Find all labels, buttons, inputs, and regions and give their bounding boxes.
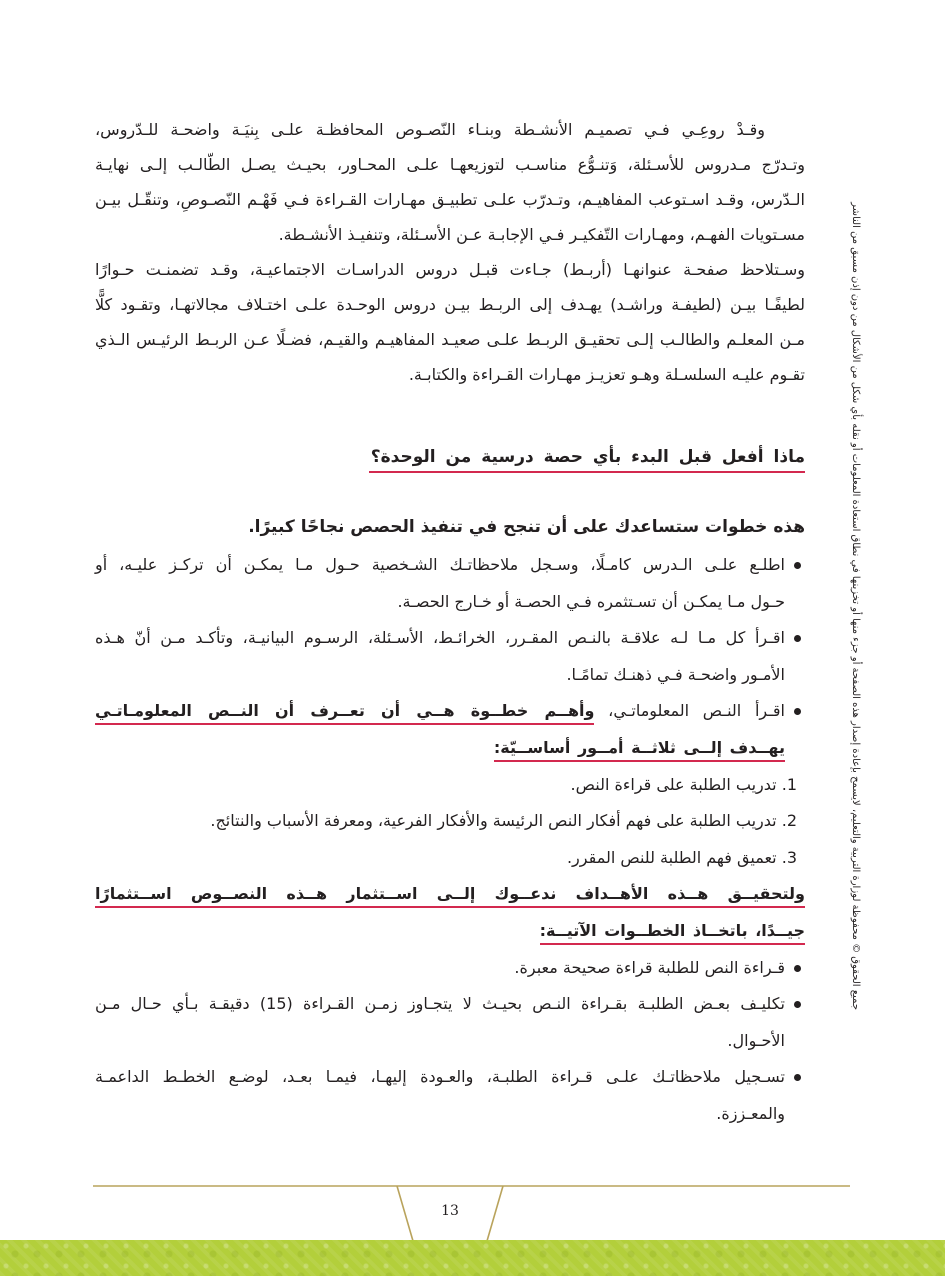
goal-item: [95, 767, 805, 804]
question-heading: ماذا أفعل قبل البدء بأي حصة درسية من الوحدة؟: [369, 443, 805, 473]
investment-heading-text: ولتحقيــق هــذه الأهــداف ندعــوك إلــى اســتثمار هــذه النصــوص اســتثمارًا: [95, 884, 805, 908]
goal-number: 1.: [781, 774, 797, 794]
footer-tab-right-edge: [487, 1186, 503, 1241]
step-line: حـول مـا يمكـن أن تسـتثمره فـي الحصـة أو خـارج الحصـة.: [397, 591, 785, 611]
preparation-step: [95, 693, 805, 766]
copyright-notice: جميع الحقوق © محفوظة لوزارة التربية والتعليم، لايسمح بإعادة إصدار هذه الصفحة أو جزء منها أو تخزينها في نطاق استعادة المعلومات أو نقله بأي شكل من الأشكال من دون إذن مسبق من الناشر: [850, 202, 861, 1010]
emphasized-text: وأهــم خطــوة هــي أن تعــرف أن النــص المعلومـاتـي: [95, 701, 594, 725]
bullet-icon: [794, 1001, 801, 1008]
bullet-icon: [794, 562, 801, 569]
investment-heading-line: [95, 913, 805, 950]
intro-paragraph-1: [95, 112, 805, 252]
question-heading-row: [95, 443, 805, 473]
bullet-icon: [794, 1074, 801, 1081]
intro-section: [95, 112, 805, 392]
step-line: اطلـع علـى الـدرس كامـلًا، وسـجل ملاحظاتـك الشـخصية حـول مـا يمكـن أن تركـز عليـه، أو: [95, 555, 785, 574]
intro-paragraph-2: [95, 252, 805, 392]
goal-item: [95, 803, 805, 840]
bullet-icon: [794, 635, 801, 642]
step-line: [95, 693, 785, 730]
step-line: [95, 730, 785, 767]
paragraph-line: الـدّرس، وقـد اسـتوعب المفاهيـم، وتـدرّب علـى تطبيـق مهـارات القـراءة فـي فَهْـم النّصـوصِ، وتنقّـل بيـن: [95, 190, 805, 209]
preparation-step: [95, 620, 805, 693]
step-line: تكليـف بعـض الطلبـة بقـراءة النـص بحيـث لا يتجـاوز زمـن القـراءة (15) دقيقـة بـأي حـال مـن: [95, 994, 785, 1014]
step-line: الأمـور واضحـة فـي ذهنـك تمامًـا.: [566, 664, 785, 684]
paragraph-line: تقـوم عليـه السلسـلة وهـو تعزيـز مهـارات القـراءة والكتابـة.: [408, 365, 805, 384]
paragraph-line: مسـتويات الفهـم، ومهـارات التّفكيـر فـي الإجابـة عـن الأسـئلة، وتنفيـذ الأنشـطة.: [278, 225, 805, 244]
paragraph-line: لطيفًـا بيـن (لطيفـة وراشـد) يهـدف إلى الربـط بيـن دروس الوحـدة علـى اختـلاف مجالاتهـا، وتقـود كلًّا: [95, 295, 805, 314]
footer-tab-left-edge: [397, 1186, 413, 1241]
investment-step: [95, 986, 805, 1059]
goal-text: تدريب الطلبة على قراءة النص.: [570, 774, 777, 794]
paragraph-line: مـن المعلـم والطالـب إلـى تحقيـق الربـط علـى صعيـد المفاهيـم والقيـم، فضـلًا عـن الربـط الرئيـس الـذي: [95, 330, 805, 349]
goal-number: 2.: [781, 811, 797, 831]
step-lead-text: اقـرأ النـص المعلوماتـي،: [608, 701, 785, 721]
step-line: تسـجيل ملاحظاتـك علـى قـراءة الطلبـة، والعـودة إليهـا، فيمـا بعـد، لوضـع الخطـط الداعمـة: [95, 1067, 785, 1087]
footer-pattern-band: [0, 1240, 945, 1276]
paragraph-line: وتـدرّج مـدروس للأسـئلة، وَتنـوُّع مناسـب لتوزيعهـا علـى المحـاور، بحيـث يصـل الطّالـب إلـى نهايـة: [95, 155, 805, 174]
preparation-step: [95, 547, 805, 620]
investment-heading-text: جيــدًا، باتخــاذ الخطــوات الآتيــة:: [540, 921, 805, 945]
goal-text: تدريب الطلبة على فهم أفكار النص الرئيسة والأفكار الفرعية، ومعرفة الأسباب والنتائج.: [210, 811, 777, 831]
step-line: اقـرأ كل مـا لـه علاقـة بالنـص المقـرر، الخرائـط، الأسـئلة، الرسـوم البيانيـة، وتأكـد مـن أنّ هـذه: [95, 628, 785, 648]
bullet-icon: [794, 965, 801, 972]
paragraph-line: وسـتلاحظ صفحـة عنوانهـا (أربـط) جـاءت قبـل دروس الدراسـات الاجتماعيـة، وقـد تضمنـت حـوارًا: [95, 260, 805, 279]
goal-item: [95, 840, 805, 877]
investment-step: [95, 1059, 805, 1132]
page-number: 13: [441, 1203, 459, 1219]
emphasized-text: يهــدف إلــى ثلاثــة أمــور أساســيّة:: [494, 738, 785, 762]
investment-step: [95, 950, 805, 987]
paragraph-line: وقـدْ روعِـي فـي تصميـم الأنشـطة وبنـاء النّصـوص المحافظـة علـى بِنيَـة واضحـة للـدّروس،: [95, 120, 765, 139]
steps-list: [95, 547, 805, 1133]
step-line: قـراءة النص للطلبة قراءة صحيحة معبرة.: [514, 957, 785, 977]
goal-text: تعميق فهم الطلبة للنص المقرر.: [566, 847, 777, 867]
goal-number: 3.: [781, 847, 797, 867]
step-line: الأحـوال.: [727, 1030, 785, 1050]
investment-heading-line: [95, 876, 805, 913]
bullet-icon: [794, 708, 801, 715]
step-line: والمعـززة.: [716, 1103, 785, 1123]
steps-heading: هذه خطوات ستساعدك على أن تنجح في تنفيذ الحصص نجاحًا كبيرًا.: [248, 517, 805, 537]
